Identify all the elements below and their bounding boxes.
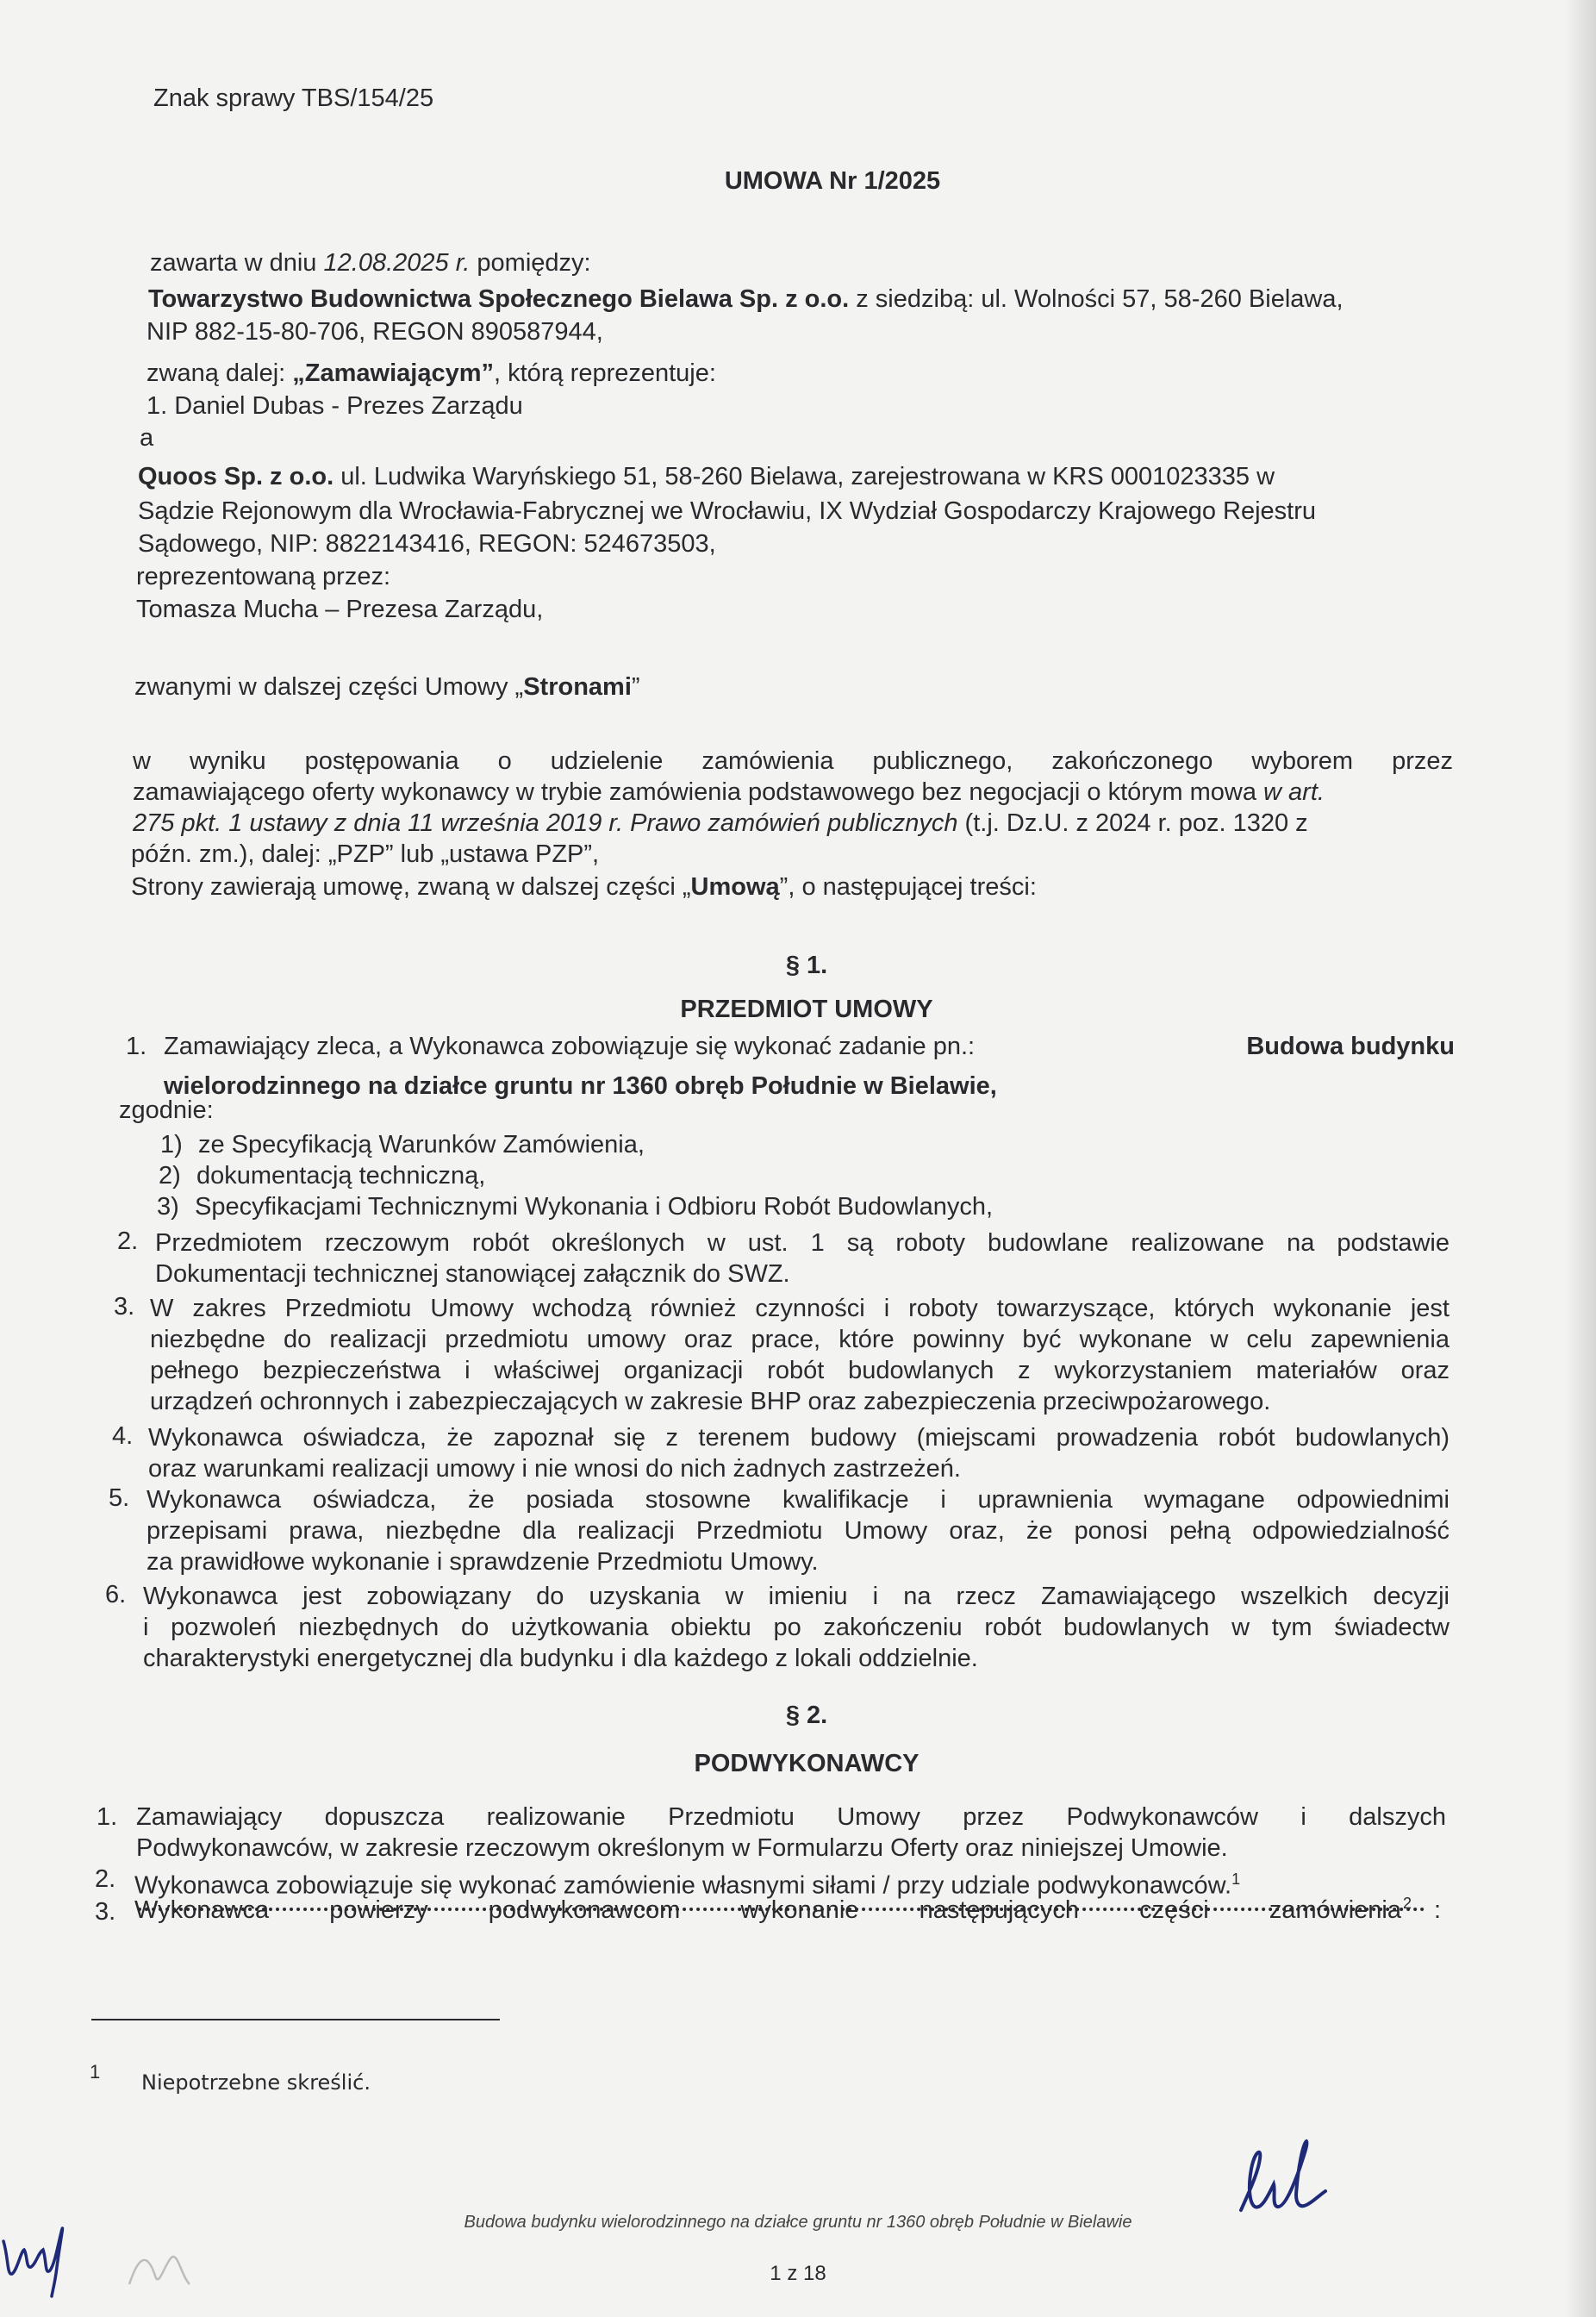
section2-item3-colon: : bbox=[1434, 1896, 1442, 1924]
subitem-number: 1) bbox=[160, 1131, 183, 1158]
item-line: urządzeń ochronnych i zabezpieczających w zakresie BHP oraz zabezpieczenia przeciwpożarowego. bbox=[150, 1388, 1271, 1415]
subitem-text: Specyfikacjami Technicznymi Wykonania i Odbioru Robót Budowlanych, bbox=[195, 1193, 994, 1221]
dotted-fill-line bbox=[138, 1908, 1425, 1911]
party1-ids: NIP 882-15-80-706, REGON 890587944, bbox=[147, 318, 603, 346]
item-number: 1. bbox=[126, 1033, 147, 1060]
item-line: za prawidłowe wykonanie i sprawdzenie Przedmiotu Umowy. bbox=[147, 1548, 819, 1576]
section1-item1-line1: Zamawiający zleca, a Wykonawca zobowiązuje się wykonać zadanie pn.: Budowa budynku bbox=[164, 1033, 1455, 1060]
item-line: Wykonawca oświadcza, że zapoznał się z terenem budowy (miejscami prowadzenia robót budowlanych) bbox=[148, 1424, 1449, 1452]
item-line: charakterystyki energetycznej dla budynku i dla każdego z lokali oddzielnie. bbox=[143, 1645, 978, 1672]
preamble-line3: 275 pkt. 1 ustawy z dnia 11 września 2019 r. Prawo zamówień publicznych (t.j. Dz.U. z 2024 r. poz. 1320 z bbox=[133, 809, 1308, 837]
preamble-line2: zamawiającego oferty wykonawcy w trybie zamówienia podstawowego bez negocjacji o którym mowa w art. bbox=[133, 778, 1325, 806]
section1-item1-according: zgodnie: bbox=[119, 1096, 214, 1124]
footnote-mark: 1 bbox=[90, 2061, 101, 2083]
party1-name: Towarzystwo Budownictwa Społecznego Bielawa Sp. z o.o. bbox=[148, 285, 850, 313]
party2-name: Quoos Sp. z o.o. bbox=[138, 463, 334, 490]
item-line: pełnego bezpieczeństwa i właściwej organizacji robót budowlanych z wykorzystaniem materiałów oraz bbox=[150, 1357, 1449, 1384]
item-line: Dokumentacji technicznej stanowiącej załącznik do SWZ. bbox=[155, 1260, 790, 1288]
party1-line: Towarzystwo Budownictwa Społecznego Bielawa Sp. z o.o. z siedzibą: ul. Wolności 57, 58-260 Bielawa, bbox=[148, 285, 1344, 313]
item-number: 1. bbox=[97, 1803, 118, 1831]
party2-line1: Quoos Sp. z o.o. ul. Ludwika Waryńskiego 51, 58-260 Bielawa, zarejestrowana w KRS 0001023335 w bbox=[138, 463, 1275, 490]
faint-stamp-mark bbox=[121, 2224, 215, 2301]
party2-rep-label: reprezentowaną przez: bbox=[136, 563, 390, 590]
subitem-number: 2) bbox=[159, 1162, 181, 1190]
preamble-line1: w wyniku postępowania o udzielenie zamówienia publicznego, zakończonego wyborem przez bbox=[133, 747, 1453, 775]
party1-representative: 1. Daniel Dubas - Prezes Zarządu bbox=[147, 392, 523, 420]
item-number: 3. bbox=[95, 1898, 116, 1926]
subitem-text: ze Specyfikacją Warunków Zamówienia, bbox=[198, 1131, 645, 1158]
initials-signature-right bbox=[1224, 2134, 1353, 2220]
footnote-separator bbox=[91, 2019, 500, 2020]
section2-heading: PODWYKONAWCY bbox=[694, 1750, 920, 1777]
conjunction-and: a bbox=[140, 424, 154, 452]
item-line: Przedmiotem rzeczowym robót określonych w ust. 1 są roboty budowlane realizowane na podstawie bbox=[155, 1229, 1449, 1257]
item-line: W zakres Przedmiotu Umowy wchodzą również czynności i roboty towarzyszące, których wykonanie jest bbox=[150, 1295, 1449, 1322]
preamble-line4: późn. zm.), dalej: „PZP” lub „ustawa PZP”, bbox=[131, 840, 600, 868]
party2-line3: Sądowego, NIP: 8822143416, REGON: 524673503, bbox=[138, 530, 716, 558]
item-line: oraz warunkami realizacji umowy i nie wnosi do nich żadnych zastrzeżeń. bbox=[148, 1455, 961, 1483]
item-line: przepisami prawa, niezbędne dla realizacji Przedmiotu Umowy oraz, że ponosi pełną odpowiedzialność bbox=[147, 1517, 1449, 1545]
section2-item2: Wykonawca zobowiązuje się wykonać zamówienie własnymi siłami / przy udziale podwykonawców.$^1$ bbox=[134, 1870, 1241, 1900]
section2-item3: Wykonawca powierzy podwykonawcom wykonanie następujących części zamówienia bbox=[134, 1896, 1401, 1924]
section2-item3-footnote-ref: 2 bbox=[1403, 1895, 1412, 1912]
subitem-number: 3) bbox=[157, 1193, 179, 1221]
section2-item1-line2: Podwykonawców, w zakresie rzeczowym określonym w Formularzu Oferty oraz niniejszej Umowie. bbox=[136, 1834, 1228, 1862]
section2-number: § 2. bbox=[785, 1702, 828, 1729]
item-line: i pozwoleń niezbędnych do użytkowania obiektu po zakończeniu robót budowlanych w tym świadectw bbox=[143, 1614, 1449, 1641]
case-reference: Znak sprawy TBS/154/25 bbox=[153, 84, 434, 112]
item-line: niezbędne do realizacji przedmiotu umowy oraz prace, które powinny być wykonane w celu zapewnienia bbox=[150, 1326, 1449, 1353]
page-number: 1 z 18 bbox=[770, 2262, 826, 2285]
section2-item1-line1: Zamawiający dopuszcza realizowanie Przedmiotu Umowy przez Podwykonawców i dalszych bbox=[136, 1803, 1446, 1831]
item-number: 2. bbox=[95, 1865, 116, 1893]
party2-line2: Sądzie Rejonowym dla Wrocławia-Fabrycznej we Wrocławiu, IX Wydział Gospodarczy Krajowego Rejestru bbox=[138, 497, 1317, 525]
running-title: Budowa budynku wielorodzinnego na działce gruntu nr 1360 obręb Południe w Bielawie bbox=[464, 2213, 1132, 2232]
page-edge-shadow bbox=[1565, 0, 1596, 2317]
item-line: Wykonawca oświadcza, że posiada stosowne kwalifikacje i uprawnienia wymagane odpowiednimi bbox=[147, 1486, 1449, 1514]
concluded-line: zawarta w dniu 12.08.2025 r. pomiędzy: bbox=[150, 249, 591, 277]
party2-representative: Tomasza Mucha – Prezesa Zarządu, bbox=[136, 596, 544, 623]
preamble-line5: Strony zawierają umowę, zwaną w dalszej części „Umową”, o następującej treści: bbox=[131, 873, 1037, 901]
document-title: UMOWA Nr 1/2025 bbox=[724, 167, 941, 195]
subitem-text: dokumentacją techniczną, bbox=[196, 1162, 486, 1190]
item-number: 2. bbox=[117, 1227, 139, 1255]
party1-called: zwaną dalej: „Zamawiającym”, którą reprezentuje: bbox=[147, 359, 716, 387]
item-number: 4. bbox=[112, 1422, 134, 1450]
item-number: 3. bbox=[114, 1293, 135, 1321]
item-number: 5. bbox=[109, 1484, 130, 1512]
section1-number: § 1. bbox=[785, 952, 828, 979]
footnote-text: Niepotrzebne skreślić. bbox=[141, 2070, 371, 2095]
item-number: 6. bbox=[105, 1581, 127, 1608]
parties-called: zwanymi w dalszej części Umowy „Stronami” bbox=[134, 673, 640, 701]
item-line: Wykonawca jest zobowiązany do uzyskania w imieniu i na rzecz Zamawiającego wszelkich decyzji bbox=[143, 1583, 1449, 1610]
section1-heading: PRZEDMIOT UMOWY bbox=[680, 996, 933, 1023]
section1-item1-line2: wielorodzinnego na działce gruntu nr 1360 obręb Południe w Bielawie, bbox=[164, 1072, 997, 1100]
initials-signature-left bbox=[0, 2207, 78, 2301]
